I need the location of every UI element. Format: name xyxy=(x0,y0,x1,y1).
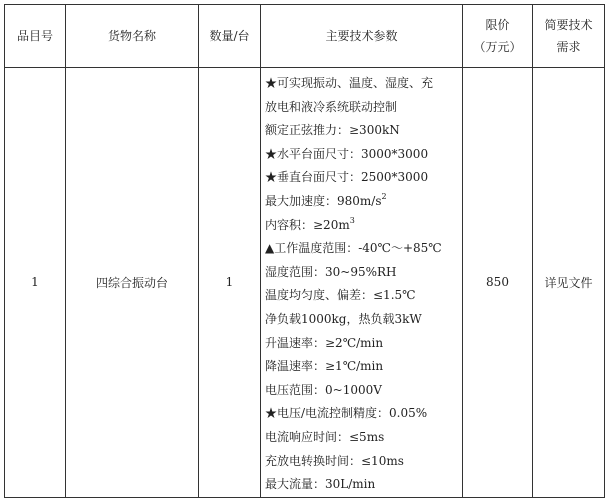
param-line xyxy=(265,332,462,356)
param-text: 充放电转换时间：≤10ms xyxy=(265,453,404,468)
param-text: 最大流量：30L/min xyxy=(265,477,376,492)
param-superscript: 3 xyxy=(349,215,355,225)
param-line xyxy=(265,284,462,308)
param-text: ★水平台面尺寸：3000*3000 xyxy=(265,146,429,161)
param-line xyxy=(265,261,462,285)
param-text: ▲工作温度范围：-40℃～+85℃ xyxy=(265,241,442,256)
param-line xyxy=(265,143,462,167)
param-line xyxy=(265,214,462,238)
cell-quantity: 1 xyxy=(199,68,261,498)
param-superscript: 2 xyxy=(381,191,387,201)
param-text: ★垂直台面尺寸：2500*3000 xyxy=(265,170,429,185)
table-row xyxy=(5,68,605,498)
header-price-limit xyxy=(463,5,533,68)
header-requirements-line2: 需求 xyxy=(556,40,581,54)
header-price-limit-line2: （万元） xyxy=(473,40,522,54)
cell-main-params xyxy=(261,68,463,498)
param-line xyxy=(265,355,462,379)
header-requirements-line1: 简要技术 xyxy=(544,18,593,32)
param-line xyxy=(265,450,462,474)
param-line xyxy=(265,379,462,403)
header-main-params: 主要技术参数 xyxy=(261,5,463,68)
header-row xyxy=(5,5,605,68)
param-text: 净负载1000kg，热负载3kW xyxy=(265,311,422,326)
header-price-limit-line1: 限价 xyxy=(485,18,510,32)
param-line xyxy=(265,237,462,261)
header-requirements xyxy=(533,5,605,68)
param-text: ★可实现振动、温度、湿度、充 xyxy=(265,76,434,90)
cell-goods-name: 四综合振动台 xyxy=(66,68,199,498)
param-line xyxy=(265,190,462,214)
param-text: 升温速率：≥2℃/min xyxy=(265,335,384,350)
cell-requirements: 详见文件 xyxy=(533,68,605,498)
procurement-table xyxy=(4,4,605,498)
param-text: 降温速率：≥1℃/min xyxy=(265,359,384,374)
param-text: 电压范围：0~1000V xyxy=(265,382,382,397)
header-goods-name: 货物名称 xyxy=(66,5,199,68)
param-line xyxy=(265,426,462,450)
param-text: 内容积：≥20m xyxy=(265,217,350,232)
param-text: 放电和液冷系统联动控制 xyxy=(265,99,398,114)
param-line xyxy=(265,402,462,426)
param-text: 电流响应时间：≤5ms xyxy=(265,429,385,444)
param-line xyxy=(265,166,462,190)
param-line xyxy=(265,96,462,120)
header-item-no: 品目号 xyxy=(5,5,66,68)
param-text: 最大加速度：980m/s xyxy=(265,193,382,208)
param-text: 温度均匀度、偏差：≤1.5℃ xyxy=(265,288,416,303)
param-line xyxy=(265,308,462,332)
param-text: 额定正弦推力：≥300kN xyxy=(265,123,400,138)
param-line xyxy=(265,72,462,96)
param-text: 湿度范围：30~95%RH xyxy=(265,264,397,279)
cell-price-limit: 850 xyxy=(463,68,533,498)
param-text: ★电压/电流控制精度：0.05% xyxy=(265,406,428,421)
param-line xyxy=(265,119,462,143)
cell-item-no: 1 xyxy=(5,68,66,498)
param-line xyxy=(265,473,462,497)
header-quantity: 数量/台 xyxy=(199,5,261,68)
